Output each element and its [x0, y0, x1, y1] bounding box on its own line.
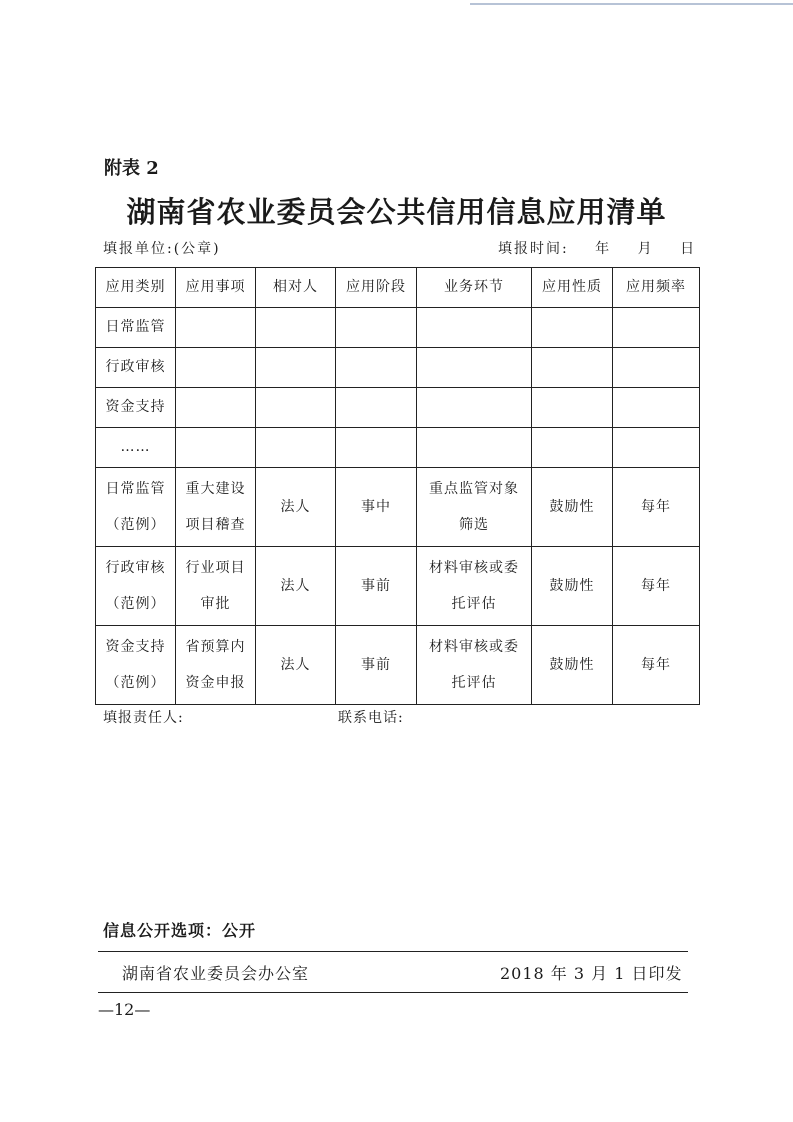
print-date: 2018 年 3 月 1 日印发	[500, 964, 683, 983]
category-cell: 资金支持	[96, 388, 176, 428]
empty-cell	[336, 348, 417, 388]
item-line: 行业项目	[185, 560, 246, 576]
category-cell	[96, 626, 176, 705]
step-cell	[417, 468, 532, 547]
category-cell: 日常监管	[96, 308, 176, 348]
category-line: 资金支持	[105, 639, 166, 655]
empty-cell	[176, 388, 256, 428]
empty-cell	[613, 348, 700, 388]
nature-cell: 鼓励性	[532, 547, 613, 626]
header-cell: 业务环节	[417, 268, 532, 308]
empty-cell	[532, 428, 613, 468]
empty-cell	[417, 388, 532, 428]
header-cell: 应用频率	[613, 268, 700, 308]
category-line: 行政审核	[105, 560, 166, 576]
day-label: 日	[680, 241, 697, 257]
empty-cell	[176, 308, 256, 348]
empty-cell	[417, 428, 532, 468]
table-row	[96, 348, 700, 388]
item-line: 资金申报	[185, 675, 246, 691]
empty-cell	[256, 348, 336, 388]
empty-cell	[336, 388, 417, 428]
frequency-cell: 每年	[613, 468, 700, 547]
empty-cell	[176, 428, 256, 468]
category-cell	[96, 468, 176, 547]
ellipsis-cell: ……	[96, 428, 176, 468]
empty-cell	[417, 348, 532, 388]
table-row	[96, 428, 700, 468]
category-line: 日常监管	[105, 481, 166, 497]
party-cell: 法人	[256, 468, 336, 547]
document-title: 湖南省农业委员会公共信用信息应用清单	[126, 195, 667, 229]
stage-cell: 事前	[336, 626, 417, 705]
example-row	[96, 468, 700, 547]
example-row	[96, 547, 700, 626]
empty-cell	[532, 348, 613, 388]
step-line: 材料审核或委	[429, 560, 519, 576]
stage-cell: 事中	[336, 468, 417, 547]
item-line: 重大建设	[185, 481, 246, 497]
example-tag: （范例）	[105, 596, 166, 612]
party-cell: 法人	[256, 547, 336, 626]
example-tag: （范例）	[105, 517, 166, 533]
item-cell	[176, 547, 256, 626]
annex-label: 附表 2	[104, 158, 159, 179]
header-cell: 应用事项	[176, 268, 256, 308]
empty-cell	[336, 428, 417, 468]
empty-cell	[176, 348, 256, 388]
divider-line	[98, 992, 688, 993]
item-line: 省预算内	[185, 639, 246, 655]
filler-unit: 填报单位:(公章)	[103, 241, 221, 257]
step-cell	[417, 547, 532, 626]
table-header-row	[96, 268, 700, 308]
table-row	[96, 308, 700, 348]
empty-cell	[532, 388, 613, 428]
step-line: 筛选	[459, 517, 489, 533]
header-cell: 应用阶段	[336, 268, 417, 308]
empty-cell	[256, 428, 336, 468]
disclosure-option: 信息公开选项：公开	[103, 921, 257, 940]
empty-cell	[417, 308, 532, 348]
table-row	[96, 388, 700, 428]
step-line: 重点监管对象	[429, 481, 519, 497]
step-line: 材料审核或委	[429, 639, 519, 655]
frequency-cell: 每年	[613, 547, 700, 626]
example-row	[96, 626, 700, 705]
header-cell: 应用性质	[532, 268, 613, 308]
example-tag: （范例）	[105, 675, 166, 691]
issuing-office: 湖南省农业委员会办公室	[122, 964, 310, 983]
item-cell	[176, 626, 256, 705]
category-cell: 行政审核	[96, 348, 176, 388]
header-cell: 应用类别	[96, 268, 176, 308]
empty-cell	[613, 388, 700, 428]
item-line: 项目稽查	[185, 517, 246, 533]
frequency-cell: 每年	[613, 626, 700, 705]
item-line: 审批	[200, 596, 231, 612]
nature-cell: 鼓励性	[532, 626, 613, 705]
step-line: 托评估	[451, 675, 497, 691]
divider-line	[98, 951, 688, 952]
application-list-table	[95, 267, 700, 705]
party-cell: 法人	[256, 626, 336, 705]
filler-time	[498, 238, 696, 258]
month-label: 月	[637, 241, 654, 257]
nature-cell: 鼓励性	[532, 468, 613, 547]
header-cell: 相对人	[256, 268, 336, 308]
empty-cell	[613, 308, 700, 348]
stage-cell: 事前	[336, 547, 417, 626]
empty-cell	[256, 308, 336, 348]
item-cell	[176, 468, 256, 547]
empty-cell	[613, 428, 700, 468]
empty-cell	[336, 308, 417, 348]
step-line: 托评估	[451, 596, 497, 612]
step-cell	[417, 626, 532, 705]
contact-phone-label: 联系电话:	[338, 710, 404, 726]
empty-cell	[532, 308, 613, 348]
year-label: 年	[595, 241, 612, 257]
top-edge-line	[470, 3, 793, 5]
responsible-person-label: 填报责任人:	[103, 710, 184, 726]
empty-cell	[256, 388, 336, 428]
filler-time-label: 填报时间:	[498, 241, 569, 257]
page-number: —12—	[98, 1000, 151, 1019]
category-cell	[96, 547, 176, 626]
